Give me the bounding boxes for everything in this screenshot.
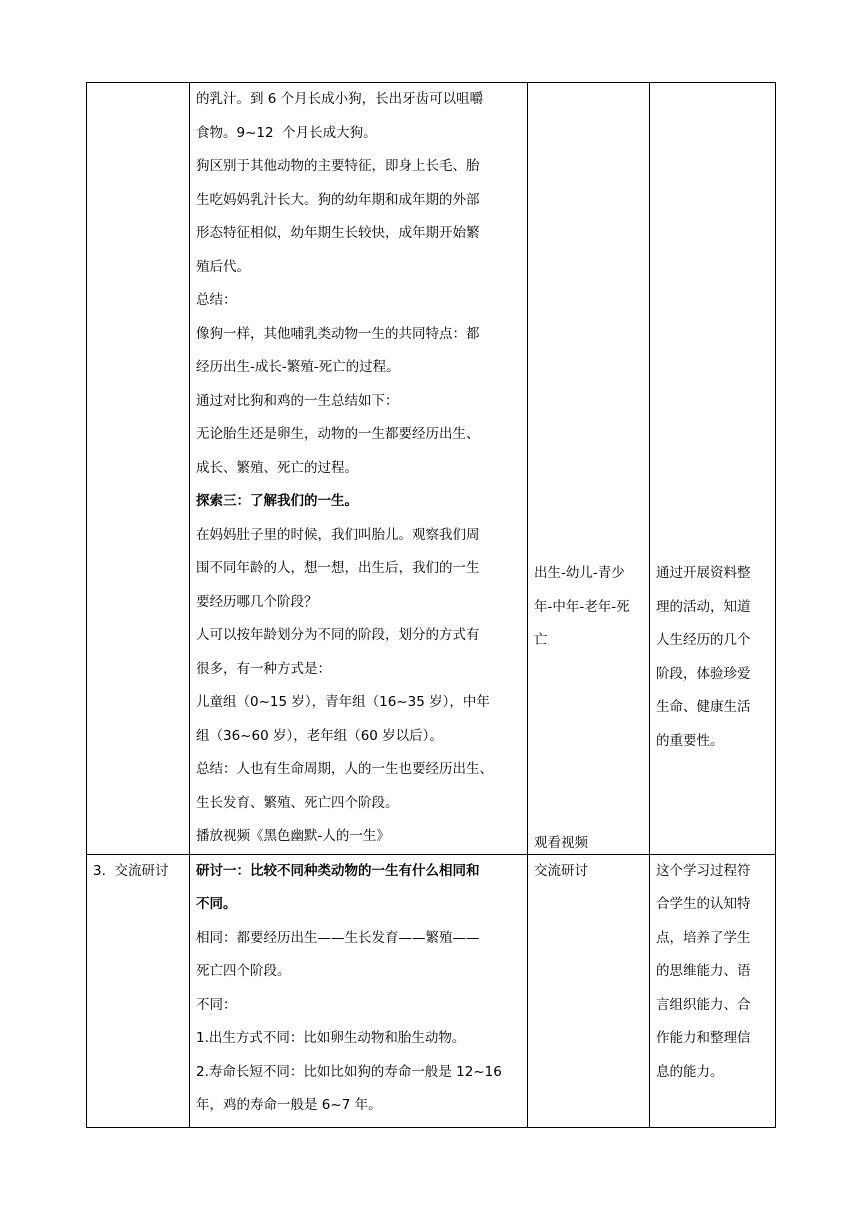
paragraph-line: 成长、繁殖、死亡的过程。 bbox=[196, 459, 358, 476]
paragraph-line: 通过对比狗和鸡的一生总结如下： bbox=[196, 392, 399, 409]
text-line: 的思维能力、语 bbox=[656, 963, 751, 979]
lesson-plan-table bbox=[86, 82, 776, 1128]
design-intent-cell bbox=[650, 83, 776, 855]
text-line: 亡 bbox=[534, 632, 548, 648]
text-line: 理的活动，知道 bbox=[656, 598, 751, 615]
paragraph-line: 组（36~60 岁），老年组（60 岁以后）。 bbox=[196, 727, 443, 744]
student-activity-cell bbox=[528, 854, 650, 1127]
paragraph-line: 播放视频《黑色幽默-人的一生》 bbox=[196, 828, 390, 844]
student-activity-cell bbox=[528, 83, 650, 855]
teaching-content-cell bbox=[190, 854, 528, 1127]
paragraph-line: 不同： bbox=[196, 996, 237, 1013]
text-line: 生命、健康生活 bbox=[656, 699, 751, 715]
text-line: 通过开展资料整 bbox=[656, 565, 751, 581]
paragraph-line: 殖后代。 bbox=[196, 258, 250, 275]
paragraph-line: 1.出生方式不同：比如卵生动物和胎生动物。 bbox=[196, 1030, 466, 1046]
stage-cell: 3. 交流研讨 bbox=[87, 854, 190, 1127]
paragraph-line: 经历出生-成长-繁殖-死亡的过程。 bbox=[196, 359, 400, 375]
paragraph-line: 2.寿命长短不同：比如比如狗的寿命一般是 12~16 bbox=[196, 1063, 502, 1080]
text-line: 作能力和整理信 bbox=[656, 1030, 751, 1046]
text-line: 人生经历的几个 bbox=[656, 632, 751, 648]
design-intent-text bbox=[656, 855, 769, 1090]
content-paragraphs bbox=[196, 855, 521, 1123]
text-line: 阶段，体验珍爱 bbox=[656, 665, 751, 682]
text-line: 年-中年-老年-死 bbox=[534, 598, 630, 615]
paragraph-line: 探索三：了解我们的一生。 bbox=[196, 493, 358, 509]
paragraph-line: 不同。 bbox=[196, 896, 237, 912]
student-activity-video: 观看视频 bbox=[534, 835, 588, 851]
text-line: 言组织能力、合 bbox=[656, 996, 751, 1013]
paragraph-line: 研讨一：比较不同种类动物的一生有什么相同和 bbox=[196, 862, 480, 879]
paragraph-line: 生长发育、繁殖、死亡四个阶段。 bbox=[196, 794, 399, 811]
student-activity-text bbox=[534, 557, 630, 658]
paragraph-line: 很多，有一种方式是： bbox=[196, 660, 331, 677]
text-line: 息的能力。 bbox=[656, 1063, 724, 1080]
paragraph-line: 儿童组（0~15 岁），青年组（16~35 岁），中年 bbox=[196, 694, 490, 710]
paragraph-line: 狗区别于其他动物的主要特征，即身上长毛、胎 bbox=[196, 158, 480, 174]
paragraph-line: 食物。9~12 个月长成大狗。 bbox=[196, 124, 377, 141]
paragraph-line: 围不同年龄的人，想一想，出生后，我们的一生 bbox=[196, 560, 480, 576]
paragraph-line: 像狗一样，其他哺乳类动物一生的共同特点：都 bbox=[196, 325, 480, 342]
teaching-content-cell bbox=[190, 83, 528, 855]
paragraph-line: 在妈妈肚子里的时候，我们叫胎儿。观察我们周 bbox=[196, 526, 480, 543]
paragraph-line: 年，鸡的寿命一般是 6~7 年。 bbox=[196, 1097, 382, 1113]
content-paragraphs bbox=[196, 83, 521, 854]
paragraph-line: 相同：都要经历出生——生长发育——繁殖—— bbox=[196, 929, 480, 946]
paragraph-line: 的乳汁。到 6 个月长成小狗，长出牙齿可以咀嚼 bbox=[196, 91, 484, 107]
paragraph-line: 人可以按年龄划分为不同的阶段，划分的方式有 bbox=[196, 627, 480, 643]
table-row bbox=[87, 83, 776, 855]
stage-cell bbox=[87, 83, 190, 855]
text-line: 出生-幼儿-青少 bbox=[534, 565, 625, 581]
paragraph-line: 生吃妈妈乳汁长大。狗的幼年期和成年期的外部 bbox=[196, 191, 480, 208]
paragraph-line: 要经历哪几个阶段？ bbox=[196, 593, 318, 610]
text-line: 这个学习过程符 bbox=[656, 862, 751, 879]
paragraph-line: 形态特征相似，幼年期生长较快，成年期开始繁 bbox=[196, 225, 480, 241]
text-line: 的重要性。 bbox=[656, 732, 724, 749]
paragraph-line: 总结：人也有生命周期，人的一生也要经历出生、 bbox=[196, 761, 493, 777]
text-line: 合学生的认知特 bbox=[656, 896, 751, 912]
design-intent-cell bbox=[650, 854, 776, 1127]
paragraph-line: 死亡四个阶段。 bbox=[196, 963, 291, 979]
table-row bbox=[87, 854, 776, 1127]
text-line: 点，培养了学生 bbox=[656, 929, 751, 946]
design-intent-text bbox=[656, 557, 751, 758]
student-activity-text: 交流研讨 bbox=[534, 862, 588, 879]
paragraph-line: 总结： bbox=[196, 292, 237, 308]
paragraph-line: 无论胎生还是卵生，动物的一生都要经历出生、 bbox=[196, 426, 480, 442]
